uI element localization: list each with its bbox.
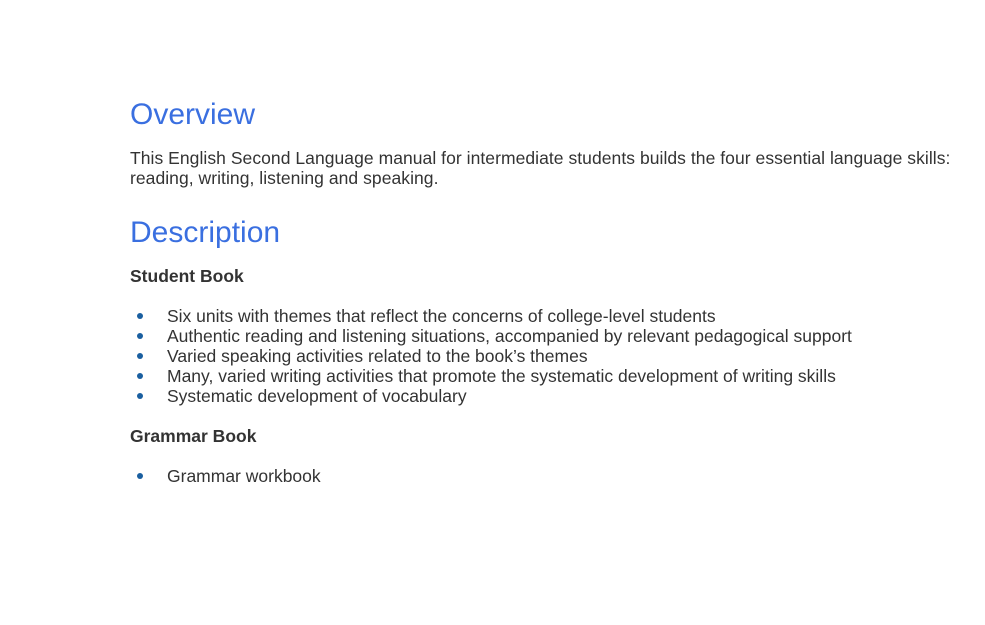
list-item — [130, 346, 970, 366]
list-item — [130, 326, 970, 346]
grammar-book-list — [130, 466, 970, 486]
student-book-list — [130, 306, 970, 406]
list-item — [130, 386, 970, 406]
bullet-icon — [137, 313, 143, 319]
bullet-icon — [137, 373, 143, 379]
grammar-book-heading: Grammar Book — [130, 426, 257, 446]
list-item — [130, 466, 970, 486]
overview-text: This English Second Language manual for intermediate students builds the four essential language skills: reading, writing, listening and speaking. — [130, 148, 951, 188]
list-item-text: Authentic reading and listening situations, accompanied by relevant pedagogical support — [167, 326, 852, 346]
main-content — [130, 96, 970, 486]
list-item — [130, 366, 970, 386]
bullet-icon — [137, 333, 143, 339]
bullet-icon — [137, 393, 143, 399]
list-item-text: Varied speaking activities related to the book’s themes — [167, 346, 588, 366]
overview-heading: Overview — [130, 98, 256, 131]
list-item-text: Grammar workbook — [167, 466, 321, 486]
bullet-icon — [137, 353, 143, 359]
description-heading: Description — [130, 216, 281, 249]
list-item-text: Six units with themes that reflect the concerns of college-level students — [167, 306, 716, 326]
bullet-icon — [137, 473, 143, 479]
list-item-text: Many, varied writing activities that promote the systematic development of writing skills — [167, 366, 836, 386]
list-item-text: Systematic development of vocabulary — [167, 386, 467, 406]
student-book-heading: Student Book — [130, 266, 244, 286]
list-item — [130, 306, 970, 326]
